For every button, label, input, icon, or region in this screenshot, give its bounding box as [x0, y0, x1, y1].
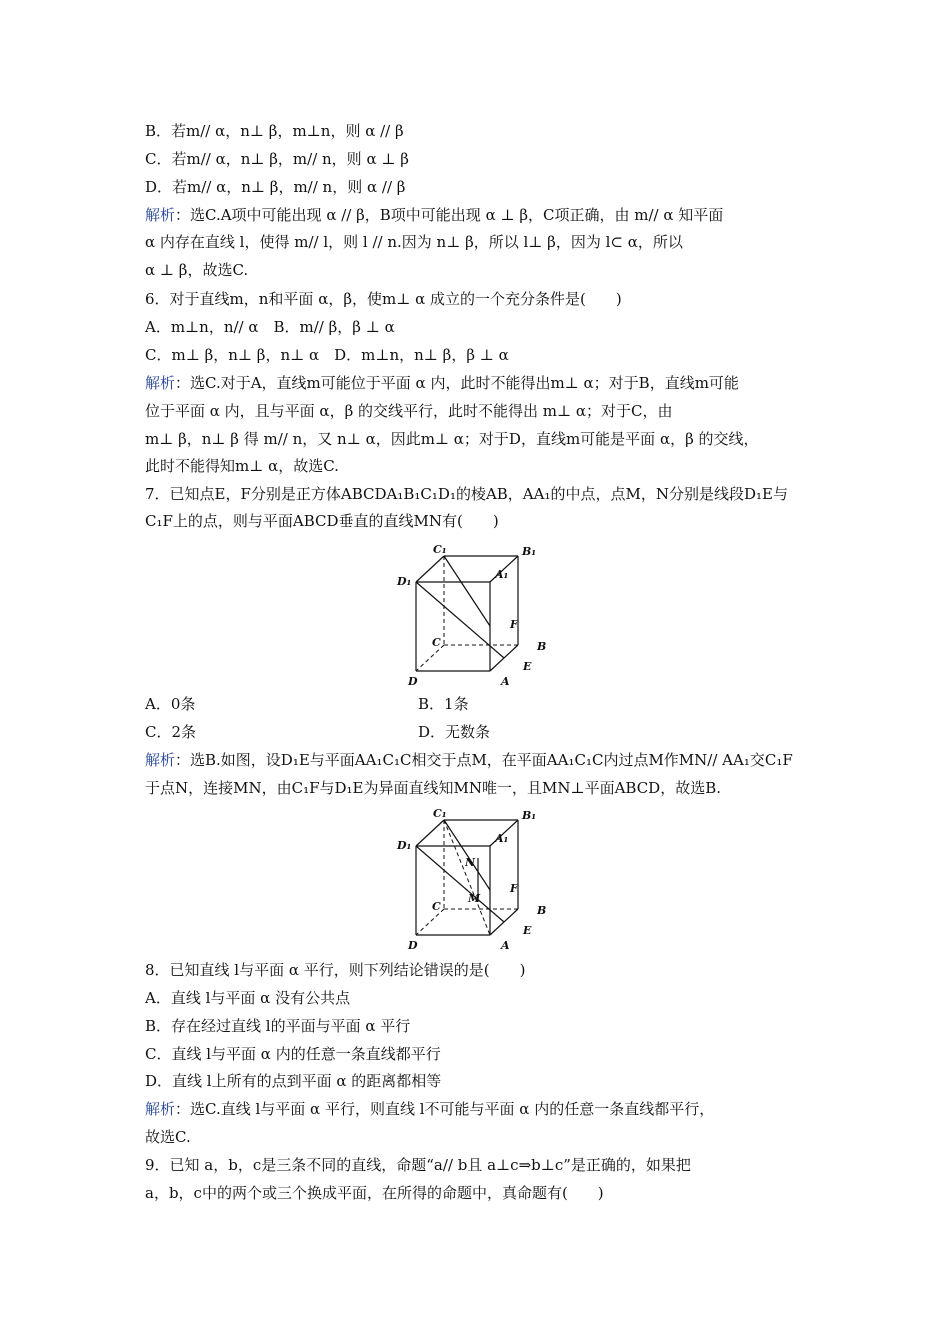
solution-text: ：选C.对于A，直线m可能位于平面 α 内，此时不能得出m⊥ α；对于B，直线m可能	[175, 374, 739, 392]
q7-option-b: B．1条	[418, 695, 469, 713]
solution-text: ：选B.如图，设D₁E与平面AA₁C₁C相交于点M，在平面AA₁C₁C内过点M作MN// AA₁交C₁F	[175, 751, 793, 769]
q6-options-ab: A．m⊥n，n// α B．m// β，β ⊥ α	[145, 318, 395, 336]
q5-solution-line-1	[145, 205, 810, 225]
q7-solution-line-1	[145, 750, 810, 770]
q8-stem: 8．已知直线 l与平面 α 平行，则下列结论错误的是( )	[145, 961, 526, 979]
label-b1: B₁	[522, 809, 537, 822]
solution-label: 解析	[145, 374, 176, 392]
label-n: N	[465, 856, 476, 869]
label-a1: A₁	[495, 832, 509, 845]
q5-option-b: B．若m// α，n⊥ β，m⊥n，则 α // β	[145, 122, 404, 140]
q6-options-cd: C．m⊥ β，n⊥ β，n⊥ α D．m⊥n，n⊥ β，β ⊥ α	[145, 346, 509, 364]
q6-solution-line-2: 位于平面 α 内，且与平面 α，β 的交线平行，此时不能得出 m⊥ α；对于C，由	[145, 402, 673, 420]
q7-solution-line-2: 于点N，连接MN，由C₁F与D₁E为异面直线知MN唯一，且MN⊥平面ABCD，故选B.	[145, 779, 722, 797]
label-a: A	[501, 675, 510, 688]
q6-solution-line-3: m⊥ β，n⊥ β 得 m// n，又 n⊥ α，因此m⊥ α；对于D，直线m可能是平面 α，β 的交线，	[145, 430, 759, 448]
q8-solution-line-1	[145, 1099, 810, 1119]
label-d1: D₁	[397, 575, 412, 588]
q8-option-d: D．直线 l上所有的点到平面 α 的距离都相等	[145, 1072, 442, 1090]
q9-stem-line-2: a，b，c中的两个或三个换成平面，在所得的命题中，真命题有( )	[145, 1184, 604, 1202]
q7-option-a: A．0条	[145, 695, 196, 713]
label-b: B	[537, 640, 547, 653]
q7-option-d: D．无数条	[418, 723, 491, 741]
q9-stem-line-1: 9．已知 a，b，c是三条不同的直线，命题“a// b且 a⊥c⇒b⊥c”是正确的，如果把	[145, 1156, 691, 1174]
cube-figure-1	[392, 540, 562, 690]
label-c1: C₁	[433, 807, 447, 820]
label-e: E	[523, 924, 532, 937]
label-b1: B₁	[522, 545, 537, 558]
label-c: C	[432, 900, 441, 913]
label-m: M	[468, 892, 481, 905]
label-a: A	[501, 939, 510, 952]
label-e: E	[523, 660, 532, 673]
solution-label: 解析	[145, 1100, 176, 1118]
label-d: D	[408, 939, 418, 952]
q6-solution-line-4: 此时不能得知m⊥ α，故选C.	[145, 457, 339, 475]
label-d: D	[408, 675, 418, 688]
cube-figure-2	[392, 804, 562, 954]
label-d1: D₁	[397, 839, 412, 852]
label-a1: A₁	[495, 568, 509, 581]
q8-option-a: A．直线 l与平面 α 没有公共点	[145, 989, 351, 1007]
q8-option-b: B．存在经过直线 l的平面与平面 α 平行	[145, 1017, 411, 1035]
label-b: B	[537, 904, 547, 917]
q6-stem: 6．对于直线m，n和平面 α，β，使m⊥ α 成立的一个充分条件是( )	[145, 290, 622, 308]
q7-option-c: C．2条	[145, 723, 197, 741]
q6-solution-line-1	[145, 373, 810, 393]
q5-option-d: D．若m// α，n⊥ β，m// n，则 α // β	[145, 178, 406, 196]
q7-stem-line-1: 7．已知点E，F分别是正方体ABCDA₁B₁C₁D₁的棱AB，AA₁的中点，点M，N分别是线段D₁E与	[145, 485, 788, 503]
solution-label: 解析	[145, 751, 176, 769]
label-c: C	[432, 636, 441, 649]
solution-label: 解析	[145, 206, 176, 224]
q8-option-c: C．直线 l与平面 α 内的任意一条直线都平行	[145, 1045, 441, 1063]
solution-text: ：选C.A项中可能出现 α // β，B项中可能出现 α ⊥ β，C项正确，由 m// α 知平面	[175, 206, 724, 224]
q5-solution-line-2: α 内存在直线 l，使得 m// l，则 l // n.因为 n⊥ β，所以 l⊥ β，因为 l⊂ α，所以	[145, 233, 683, 251]
q5-option-c: C．若m// α，n⊥ β，m// n，则 α ⊥ β	[145, 150, 409, 168]
q5-solution-line-3: α ⊥ β，故选C.	[145, 261, 249, 279]
label-f: F	[510, 618, 518, 631]
q8-solution-line-2: 故选C.	[145, 1128, 191, 1146]
solution-text: ：选C.直线 l与平面 α 平行，则直线 l不可能与平面 α 内的任意一条直线都平行，	[175, 1100, 715, 1118]
label-f: F	[510, 882, 518, 895]
q7-stem-line-2: C₁F上的点，则与平面ABCD垂直的直线MN有( )	[145, 512, 499, 530]
label-c1: C₁	[433, 543, 447, 556]
